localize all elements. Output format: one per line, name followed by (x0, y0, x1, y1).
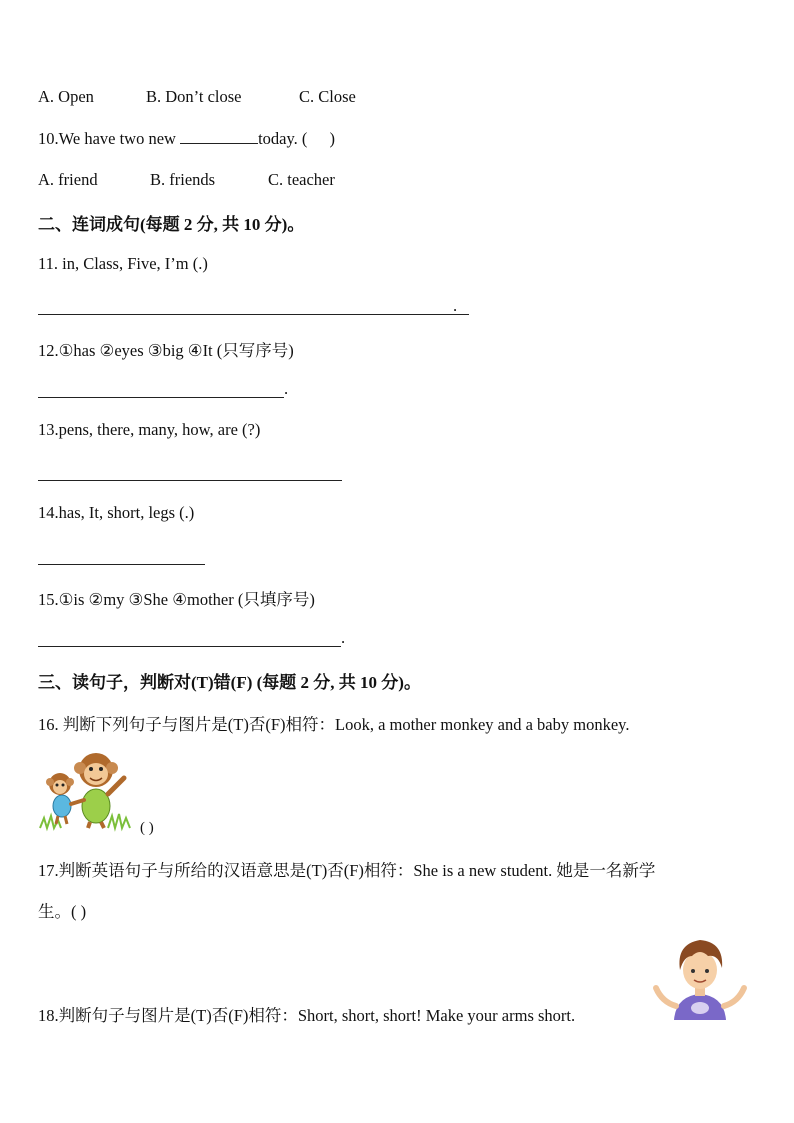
q17-question-cont[interactable]: 生。( ) (38, 902, 87, 921)
q15-period: . (341, 628, 346, 647)
q12-period: . (284, 379, 289, 398)
q11-answer-line[interactable] (38, 314, 469, 315)
q10-blank[interactable] (180, 129, 258, 144)
section3-title: 三、读句子，判断对(T)错(F) (每题 2 分, 共 10 分)。 (38, 673, 421, 692)
q12-answer-line[interactable] (38, 397, 284, 398)
q10-question (38, 129, 335, 149)
q16-answer-paren[interactable]: ( ) (140, 820, 154, 836)
boy-image (652, 936, 748, 1020)
q13-question: 13.pens, there, many, how, are (?) (38, 420, 261, 439)
q12-question: 12.①has ②eyes ③big ④It (只写序号) (38, 341, 294, 360)
section2-title: 二、连词成句(每题 2 分, 共 10 分)。 (38, 215, 305, 234)
q18-question: 18.判断句子与图片是(T)否(F)相符：Short, short, short! Make your arms short. (38, 1006, 576, 1025)
q11-question: 11. in, Class, Five, I’m (.) (38, 254, 208, 273)
q10-close: ) (329, 129, 335, 148)
q10-option-a: A. friend (38, 170, 98, 189)
q9-option-b: B. Don’t close (146, 87, 242, 106)
q10-suffix: today. ( (258, 129, 308, 148)
q16-question: 16. 判断下列句子与图片是(T)否(F)相符：Look, a mother monkey and a baby monkey. (38, 715, 630, 734)
q14-answer-line[interactable] (38, 564, 205, 565)
q10-prefix: 10.We have two new (38, 129, 181, 148)
q15-answer-line[interactable] (38, 646, 341, 647)
monkeys-image (38, 744, 138, 830)
q9-option-a: A. Open (38, 87, 94, 106)
q10-option-b: B. friends (150, 170, 216, 189)
q15-question: 15.①is ②my ③She ④mother (只填序号) (38, 590, 315, 609)
q13-answer-line[interactable] (38, 480, 342, 481)
q11-period: . (453, 296, 458, 315)
q10-option-c: C. teacher (268, 170, 335, 189)
q9-option-c: C. Close (299, 87, 356, 106)
q14-question: 14.has, It, short, legs (.) (38, 503, 195, 522)
q17-question: 17.判断英语句子与所给的汉语意思是(T)否(F)相符：She is a new student. 她是一名新学 (38, 861, 656, 880)
